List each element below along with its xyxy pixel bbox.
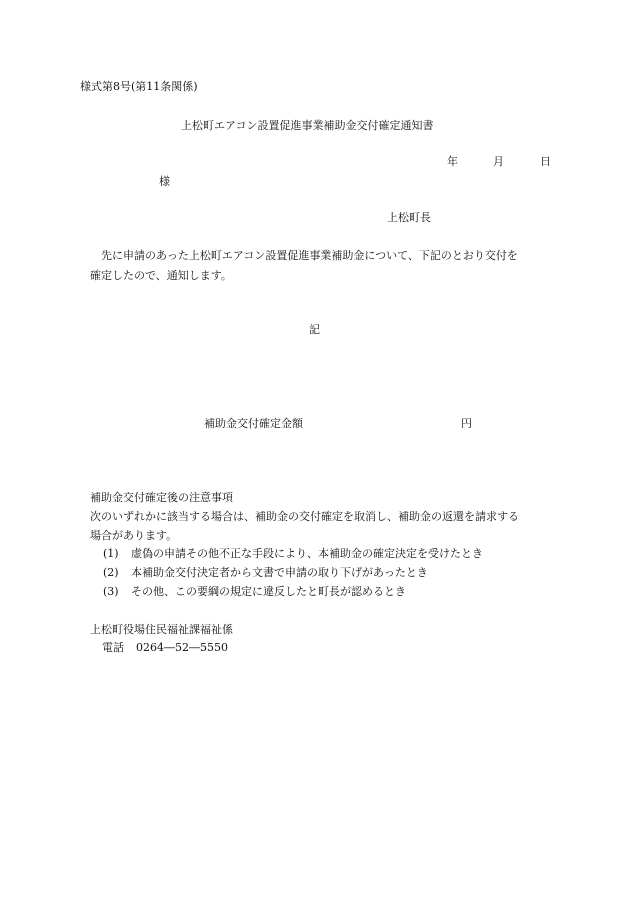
body-line-1: 先に申請のあった上松町エアコン設置促進事業補助金について、下記のとおり交付を bbox=[101, 249, 518, 262]
notes-intro-line-2: 場合があります。 bbox=[90, 529, 178, 542]
notes-item-text: その他、この要綱の規定に違反したと町長が認めるとき bbox=[131, 585, 406, 598]
date-day: 日 bbox=[540, 155, 551, 168]
amount-label: 補助金交付確定金額 bbox=[204, 417, 303, 430]
date-year: 年 bbox=[447, 155, 458, 168]
phone-label: 電話 bbox=[102, 641, 124, 654]
ki-label: 記 bbox=[309, 323, 320, 336]
contact-phone-row bbox=[102, 642, 228, 653]
notes-item bbox=[103, 548, 483, 559]
document-title: 上松町エアコン設置促進事業補助金交付確定通知書 bbox=[181, 119, 434, 132]
notes-item-number: (2) bbox=[103, 566, 119, 579]
amount-unit: 円 bbox=[461, 417, 472, 430]
contact-office: 上松町役場住民福祉課福祉係 bbox=[90, 623, 233, 636]
notes-item bbox=[103, 567, 428, 578]
notes-item-text: 虚偽の申請その他不正な手段により、本補助金の確定決定を受けたとき bbox=[131, 547, 483, 560]
notes-intro-line-1: 次のいずれかに該当する場合は、補助金の交付確定を取消し、補助金の返還を請求する bbox=[90, 510, 519, 523]
addressee-suffix: 様 bbox=[159, 175, 170, 188]
form-number: 様式第8号(第11条関係) bbox=[80, 80, 198, 93]
notes-item-number: (3) bbox=[103, 585, 119, 598]
date-month: 月 bbox=[493, 155, 504, 168]
notes-item bbox=[103, 586, 406, 597]
notes-heading: 補助金交付確定後の注意事項 bbox=[90, 491, 233, 504]
phone-number: 0264―52―5550 bbox=[136, 641, 228, 654]
body-line-2: 確定したので、通知します。 bbox=[90, 269, 232, 282]
issuer: 上松町長 bbox=[387, 211, 431, 224]
notes-item-number: (1) bbox=[103, 547, 119, 560]
notes-item-text: 本補助金交付決定者から文書で申請の取り下げがあったとき bbox=[131, 566, 428, 579]
